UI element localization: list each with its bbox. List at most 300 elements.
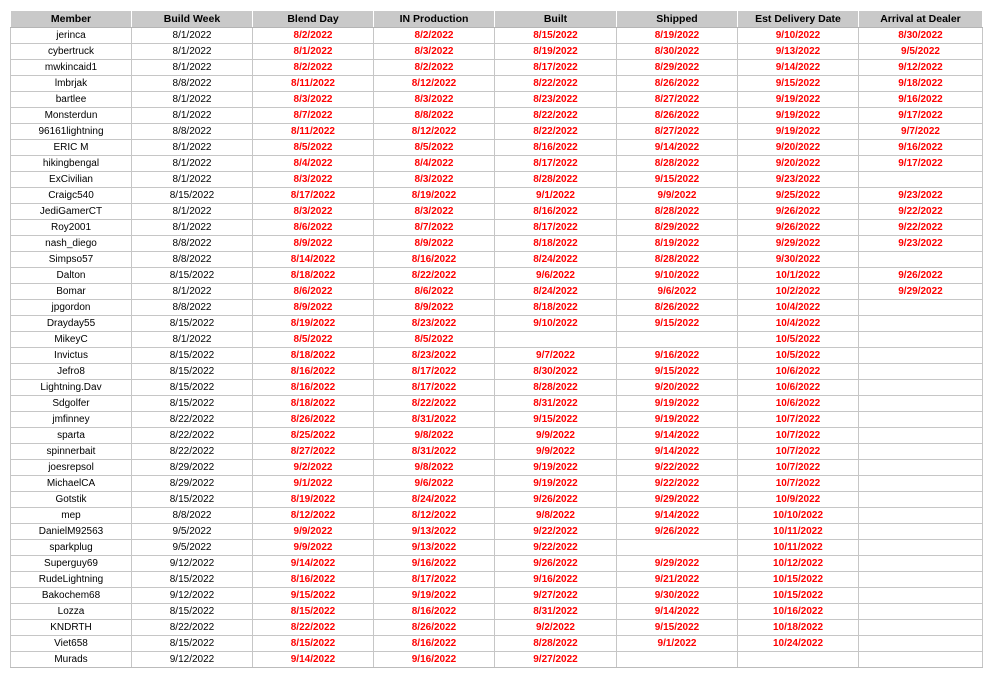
cell-arrival-at-dealer[interactable] — [859, 604, 983, 620]
cell-est-delivery-date[interactable]: 9/26/2022 — [738, 204, 859, 220]
cell-est-delivery-date[interactable]: 10/9/2022 — [738, 492, 859, 508]
cell-in-production[interactable]: 8/2/2022 — [374, 28, 495, 44]
cell-member[interactable]: spinnerbait — [11, 444, 132, 460]
cell-arrival-at-dealer[interactable] — [859, 428, 983, 444]
cell-built[interactable]: 8/31/2022 — [495, 396, 617, 412]
cell-in-production[interactable]: 8/3/2022 — [374, 172, 495, 188]
cell-build-week[interactable]: 8/8/2022 — [132, 236, 253, 252]
cell-in-production[interactable]: 9/13/2022 — [374, 540, 495, 556]
cell-in-production[interactable]: 8/23/2022 — [374, 316, 495, 332]
cell-build-week[interactable]: 8/1/2022 — [132, 28, 253, 44]
cell-est-delivery-date[interactable]: 9/20/2022 — [738, 156, 859, 172]
cell-blend-day[interactable]: 8/16/2022 — [253, 572, 374, 588]
cell-est-delivery-date[interactable]: 10/12/2022 — [738, 556, 859, 572]
cell-member[interactable]: mwkincaid1 — [11, 60, 132, 76]
cell-blend-day[interactable]: 8/11/2022 — [253, 124, 374, 140]
cell-in-production[interactable]: 8/16/2022 — [374, 604, 495, 620]
cell-build-week[interactable]: 8/15/2022 — [132, 636, 253, 652]
cell-est-delivery-date[interactable]: 10/6/2022 — [738, 396, 859, 412]
cell-arrival-at-dealer[interactable] — [859, 476, 983, 492]
cell-built[interactable]: 8/22/2022 — [495, 124, 617, 140]
cell-arrival-at-dealer[interactable] — [859, 588, 983, 604]
cell-blend-day[interactable]: 9/2/2022 — [253, 460, 374, 476]
cell-arrival-at-dealer[interactable] — [859, 556, 983, 572]
cell-shipped[interactable] — [617, 652, 738, 668]
cell-est-delivery-date[interactable]: 10/1/2022 — [738, 268, 859, 284]
cell-in-production[interactable]: 8/3/2022 — [374, 92, 495, 108]
cell-in-production[interactable]: 8/5/2022 — [374, 140, 495, 156]
cell-in-production[interactable]: 8/2/2022 — [374, 60, 495, 76]
cell-in-production[interactable]: 9/6/2022 — [374, 476, 495, 492]
cell-in-production[interactable]: 8/31/2022 — [374, 444, 495, 460]
cell-arrival-at-dealer[interactable] — [859, 636, 983, 652]
cell-member[interactable]: Superguy69 — [11, 556, 132, 572]
cell-shipped[interactable]: 9/22/2022 — [617, 460, 738, 476]
cell-built[interactable]: 8/18/2022 — [495, 300, 617, 316]
cell-member[interactable]: ExCivilian — [11, 172, 132, 188]
cell-in-production[interactable]: 9/8/2022 — [374, 428, 495, 444]
cell-built[interactable]: 9/19/2022 — [495, 460, 617, 476]
cell-built[interactable]: 9/6/2022 — [495, 268, 617, 284]
cell-member[interactable]: Bomar — [11, 284, 132, 300]
cell-member[interactable]: Lozza — [11, 604, 132, 620]
cell-shipped[interactable]: 9/29/2022 — [617, 556, 738, 572]
cell-blend-day[interactable]: 8/5/2022 — [253, 332, 374, 348]
cell-in-production[interactable]: 8/17/2022 — [374, 572, 495, 588]
cell-shipped[interactable]: 9/14/2022 — [617, 140, 738, 156]
cell-build-week[interactable]: 8/15/2022 — [132, 268, 253, 284]
cell-in-production[interactable]: 8/12/2022 — [374, 124, 495, 140]
cell-est-delivery-date[interactable]: 9/13/2022 — [738, 44, 859, 60]
cell-member[interactable]: jerinca — [11, 28, 132, 44]
cell-blend-day[interactable]: 8/9/2022 — [253, 236, 374, 252]
cell-in-production[interactable]: 8/6/2022 — [374, 284, 495, 300]
cell-build-week[interactable]: 8/1/2022 — [132, 92, 253, 108]
cell-shipped[interactable]: 8/28/2022 — [617, 204, 738, 220]
cell-build-week[interactable]: 8/22/2022 — [132, 620, 253, 636]
cell-member[interactable]: 96161lightning — [11, 124, 132, 140]
cell-arrival-at-dealer[interactable] — [859, 508, 983, 524]
cell-blend-day[interactable]: 8/9/2022 — [253, 300, 374, 316]
cell-blend-day[interactable]: 8/18/2022 — [253, 348, 374, 364]
cell-in-production[interactable]: 8/16/2022 — [374, 252, 495, 268]
cell-in-production[interactable]: 9/19/2022 — [374, 588, 495, 604]
cell-shipped[interactable]: 8/28/2022 — [617, 156, 738, 172]
cell-blend-day[interactable]: 8/14/2022 — [253, 252, 374, 268]
cell-est-delivery-date[interactable]: 9/30/2022 — [738, 252, 859, 268]
cell-build-week[interactable]: 9/12/2022 — [132, 556, 253, 572]
cell-built[interactable]: 9/19/2022 — [495, 476, 617, 492]
cell-in-production[interactable]: 8/22/2022 — [374, 268, 495, 284]
cell-member[interactable]: bartlee — [11, 92, 132, 108]
cell-arrival-at-dealer[interactable]: 9/22/2022 — [859, 204, 983, 220]
cell-member[interactable]: Lightning.Dav — [11, 380, 132, 396]
cell-build-week[interactable]: 8/1/2022 — [132, 44, 253, 60]
cell-arrival-at-dealer[interactable] — [859, 348, 983, 364]
cell-blend-day[interactable]: 8/17/2022 — [253, 188, 374, 204]
cell-built[interactable]: 9/22/2022 — [495, 524, 617, 540]
cell-blend-day[interactable]: 8/3/2022 — [253, 204, 374, 220]
cell-build-week[interactable]: 8/1/2022 — [132, 172, 253, 188]
cell-est-delivery-date[interactable]: 10/24/2022 — [738, 636, 859, 652]
cell-build-week[interactable]: 9/12/2022 — [132, 652, 253, 668]
cell-shipped[interactable]: 9/6/2022 — [617, 284, 738, 300]
cell-built[interactable]: 9/26/2022 — [495, 556, 617, 572]
cell-built[interactable]: 8/24/2022 — [495, 252, 617, 268]
cell-est-delivery-date[interactable]: 10/6/2022 — [738, 364, 859, 380]
cell-blend-day[interactable]: 8/22/2022 — [253, 620, 374, 636]
cell-member[interactable]: nash_diego — [11, 236, 132, 252]
cell-in-production[interactable]: 8/17/2022 — [374, 364, 495, 380]
cell-member[interactable]: Murads — [11, 652, 132, 668]
cell-est-delivery-date[interactable] — [738, 652, 859, 668]
cell-build-week[interactable]: 8/15/2022 — [132, 188, 253, 204]
cell-blend-day[interactable]: 8/1/2022 — [253, 44, 374, 60]
cell-blend-day[interactable]: 8/16/2022 — [253, 380, 374, 396]
cell-in-production[interactable]: 9/16/2022 — [374, 652, 495, 668]
cell-build-week[interactable]: 8/1/2022 — [132, 284, 253, 300]
cell-est-delivery-date[interactable]: 10/4/2022 — [738, 316, 859, 332]
cell-member[interactable]: sparta — [11, 428, 132, 444]
cell-blend-day[interactable]: 9/1/2022 — [253, 476, 374, 492]
cell-built[interactable]: 9/27/2022 — [495, 652, 617, 668]
cell-build-week[interactable]: 8/29/2022 — [132, 460, 253, 476]
cell-blend-day[interactable]: 8/19/2022 — [253, 316, 374, 332]
cell-blend-day[interactable]: 9/9/2022 — [253, 524, 374, 540]
cell-shipped[interactable]: 9/15/2022 — [617, 620, 738, 636]
cell-shipped[interactable]: 8/28/2022 — [617, 252, 738, 268]
cell-member[interactable]: RudeLightning — [11, 572, 132, 588]
cell-arrival-at-dealer[interactable]: 9/16/2022 — [859, 92, 983, 108]
cell-build-week[interactable]: 8/1/2022 — [132, 332, 253, 348]
cell-arrival-at-dealer[interactable]: 9/23/2022 — [859, 236, 983, 252]
cell-arrival-at-dealer[interactable] — [859, 396, 983, 412]
cell-est-delivery-date[interactable]: 10/16/2022 — [738, 604, 859, 620]
header-est-delivery-date[interactable]: Est Delivery Date — [738, 11, 859, 28]
cell-shipped[interactable]: 9/20/2022 — [617, 380, 738, 396]
cell-est-delivery-date[interactable]: 10/7/2022 — [738, 444, 859, 460]
cell-arrival-at-dealer[interactable] — [859, 332, 983, 348]
cell-est-delivery-date[interactable]: 10/11/2022 — [738, 524, 859, 540]
cell-build-week[interactable]: 8/8/2022 — [132, 252, 253, 268]
cell-arrival-at-dealer[interactable] — [859, 364, 983, 380]
cell-member[interactable]: hikingbengal — [11, 156, 132, 172]
cell-in-production[interactable]: 9/16/2022 — [374, 556, 495, 572]
cell-arrival-at-dealer[interactable] — [859, 540, 983, 556]
cell-built[interactable]: 9/26/2022 — [495, 492, 617, 508]
cell-member[interactable]: Craigc540 — [11, 188, 132, 204]
cell-est-delivery-date[interactable]: 10/15/2022 — [738, 588, 859, 604]
cell-shipped[interactable]: 8/26/2022 — [617, 300, 738, 316]
cell-shipped[interactable]: 9/29/2022 — [617, 492, 738, 508]
cell-built[interactable]: 8/28/2022 — [495, 636, 617, 652]
header-shipped[interactable]: Shipped — [617, 11, 738, 28]
cell-build-week[interactable]: 8/1/2022 — [132, 220, 253, 236]
cell-shipped[interactable]: 9/10/2022 — [617, 268, 738, 284]
cell-built[interactable]: 8/30/2022 — [495, 364, 617, 380]
cell-arrival-at-dealer[interactable]: 9/26/2022 — [859, 268, 983, 284]
cell-in-production[interactable]: 8/5/2022 — [374, 332, 495, 348]
cell-shipped[interactable]: 9/26/2022 — [617, 524, 738, 540]
cell-built[interactable] — [495, 332, 617, 348]
cell-built[interactable]: 9/16/2022 — [495, 572, 617, 588]
cell-in-production[interactable]: 9/8/2022 — [374, 460, 495, 476]
cell-blend-day[interactable]: 8/6/2022 — [253, 220, 374, 236]
cell-member[interactable]: joesrepsol — [11, 460, 132, 476]
cell-arrival-at-dealer[interactable]: 9/12/2022 — [859, 60, 983, 76]
cell-member[interactable]: Drayday55 — [11, 316, 132, 332]
cell-in-production[interactable]: 8/7/2022 — [374, 220, 495, 236]
cell-built[interactable]: 9/22/2022 — [495, 540, 617, 556]
cell-built[interactable]: 9/8/2022 — [495, 508, 617, 524]
cell-in-production[interactable]: 8/9/2022 — [374, 236, 495, 252]
cell-build-week[interactable]: 8/15/2022 — [132, 364, 253, 380]
cell-member[interactable]: sparkplug — [11, 540, 132, 556]
cell-shipped[interactable]: 8/29/2022 — [617, 60, 738, 76]
cell-build-week[interactable]: 8/15/2022 — [132, 380, 253, 396]
cell-built[interactable]: 9/7/2022 — [495, 348, 617, 364]
cell-in-production[interactable]: 9/13/2022 — [374, 524, 495, 540]
cell-in-production[interactable]: 8/12/2022 — [374, 508, 495, 524]
cell-build-week[interactable]: 8/22/2022 — [132, 412, 253, 428]
cell-blend-day[interactable]: 8/16/2022 — [253, 364, 374, 380]
header-build-week[interactable]: Build Week — [132, 11, 253, 28]
cell-build-week[interactable]: 8/22/2022 — [132, 428, 253, 444]
cell-member[interactable]: ERIC M — [11, 140, 132, 156]
cell-built[interactable]: 8/23/2022 — [495, 92, 617, 108]
cell-est-delivery-date[interactable]: 10/15/2022 — [738, 572, 859, 588]
cell-blend-day[interactable]: 8/11/2022 — [253, 76, 374, 92]
cell-shipped[interactable]: 9/9/2022 — [617, 188, 738, 204]
cell-arrival-at-dealer[interactable] — [859, 380, 983, 396]
cell-in-production[interactable]: 8/26/2022 — [374, 620, 495, 636]
cell-built[interactable]: 9/15/2022 — [495, 412, 617, 428]
cell-arrival-at-dealer[interactable]: 9/18/2022 — [859, 76, 983, 92]
cell-shipped[interactable]: 8/19/2022 — [617, 28, 738, 44]
cell-est-delivery-date[interactable]: 9/10/2022 — [738, 28, 859, 44]
cell-blend-day[interactable]: 9/14/2022 — [253, 652, 374, 668]
cell-arrival-at-dealer[interactable]: 9/23/2022 — [859, 188, 983, 204]
cell-build-week[interactable]: 8/1/2022 — [132, 140, 253, 156]
cell-build-week[interactable]: 8/22/2022 — [132, 444, 253, 460]
cell-member[interactable]: Monsterdun — [11, 108, 132, 124]
cell-in-production[interactable]: 8/3/2022 — [374, 44, 495, 60]
cell-built[interactable]: 8/31/2022 — [495, 604, 617, 620]
header-in-production[interactable]: IN Production — [374, 11, 495, 28]
cell-blend-day[interactable]: 8/2/2022 — [253, 28, 374, 44]
cell-build-week[interactable]: 8/8/2022 — [132, 300, 253, 316]
cell-member[interactable]: Invictus — [11, 348, 132, 364]
cell-blend-day[interactable]: 8/15/2022 — [253, 636, 374, 652]
cell-arrival-at-dealer[interactable]: 9/16/2022 — [859, 140, 983, 156]
cell-in-production[interactable]: 8/23/2022 — [374, 348, 495, 364]
cell-member[interactable]: Bakochem68 — [11, 588, 132, 604]
cell-built[interactable]: 9/9/2022 — [495, 428, 617, 444]
cell-shipped[interactable] — [617, 332, 738, 348]
cell-in-production[interactable]: 8/19/2022 — [374, 188, 495, 204]
cell-build-week[interactable]: 8/8/2022 — [132, 508, 253, 524]
cell-built[interactable]: 9/2/2022 — [495, 620, 617, 636]
cell-blend-day[interactable]: 8/27/2022 — [253, 444, 374, 460]
cell-blend-day[interactable]: 9/15/2022 — [253, 588, 374, 604]
cell-build-week[interactable]: 8/15/2022 — [132, 492, 253, 508]
cell-arrival-at-dealer[interactable]: 9/29/2022 — [859, 284, 983, 300]
cell-arrival-at-dealer[interactable] — [859, 460, 983, 476]
cell-build-week[interactable]: 9/5/2022 — [132, 524, 253, 540]
cell-arrival-at-dealer[interactable] — [859, 412, 983, 428]
cell-member[interactable]: Dalton — [11, 268, 132, 284]
cell-built[interactable]: 8/22/2022 — [495, 76, 617, 92]
header-built[interactable]: Built — [495, 11, 617, 28]
cell-build-week[interactable]: 8/15/2022 — [132, 604, 253, 620]
cell-in-production[interactable]: 8/4/2022 — [374, 156, 495, 172]
cell-blend-day[interactable]: 8/7/2022 — [253, 108, 374, 124]
cell-member[interactable]: Simpso57 — [11, 252, 132, 268]
cell-built[interactable]: 8/17/2022 — [495, 60, 617, 76]
cell-build-week[interactable]: 8/15/2022 — [132, 316, 253, 332]
cell-blend-day[interactable]: 8/3/2022 — [253, 92, 374, 108]
cell-arrival-at-dealer[interactable]: 9/22/2022 — [859, 220, 983, 236]
cell-est-delivery-date[interactable]: 9/25/2022 — [738, 188, 859, 204]
cell-blend-day[interactable]: 8/4/2022 — [253, 156, 374, 172]
cell-build-week[interactable]: 9/12/2022 — [132, 588, 253, 604]
cell-member[interactable]: Gotstik — [11, 492, 132, 508]
cell-blend-day[interactable]: 9/14/2022 — [253, 556, 374, 572]
cell-shipped[interactable]: 9/19/2022 — [617, 396, 738, 412]
header-member[interactable]: Member — [11, 11, 132, 28]
cell-in-production[interactable]: 8/22/2022 — [374, 396, 495, 412]
cell-blend-day[interactable]: 8/5/2022 — [253, 140, 374, 156]
cell-built[interactable]: 9/9/2022 — [495, 444, 617, 460]
cell-shipped[interactable]: 8/29/2022 — [617, 220, 738, 236]
header-blend-day[interactable]: Blend Day — [253, 11, 374, 28]
cell-blend-day[interactable]: 8/19/2022 — [253, 492, 374, 508]
cell-est-delivery-date[interactable]: 9/19/2022 — [738, 108, 859, 124]
cell-built[interactable]: 8/17/2022 — [495, 220, 617, 236]
cell-member[interactable]: Viet658 — [11, 636, 132, 652]
cell-shipped[interactable]: 8/30/2022 — [617, 44, 738, 60]
cell-build-week[interactable]: 8/29/2022 — [132, 476, 253, 492]
cell-blend-day[interactable]: 8/18/2022 — [253, 268, 374, 284]
cell-built[interactable]: 8/28/2022 — [495, 380, 617, 396]
cell-built[interactable]: 8/18/2022 — [495, 236, 617, 252]
cell-build-week[interactable]: 8/15/2022 — [132, 396, 253, 412]
cell-shipped[interactable]: 9/14/2022 — [617, 444, 738, 460]
cell-built[interactable]: 9/10/2022 — [495, 316, 617, 332]
cell-est-delivery-date[interactable]: 9/23/2022 — [738, 172, 859, 188]
cell-est-delivery-date[interactable]: 9/15/2022 — [738, 76, 859, 92]
cell-in-production[interactable]: 8/9/2022 — [374, 300, 495, 316]
cell-est-delivery-date[interactable]: 9/20/2022 — [738, 140, 859, 156]
cell-est-delivery-date[interactable]: 9/26/2022 — [738, 220, 859, 236]
cell-est-delivery-date[interactable]: 10/7/2022 — [738, 460, 859, 476]
cell-member[interactable]: jmfinney — [11, 412, 132, 428]
cell-blend-day[interactable]: 8/6/2022 — [253, 284, 374, 300]
cell-in-production[interactable]: 8/3/2022 — [374, 204, 495, 220]
cell-built[interactable]: 8/16/2022 — [495, 140, 617, 156]
cell-est-delivery-date[interactable]: 10/18/2022 — [738, 620, 859, 636]
cell-built[interactable]: 8/15/2022 — [495, 28, 617, 44]
cell-arrival-at-dealer[interactable]: 8/30/2022 — [859, 28, 983, 44]
cell-est-delivery-date[interactable]: 9/19/2022 — [738, 124, 859, 140]
cell-built[interactable]: 9/1/2022 — [495, 188, 617, 204]
cell-arrival-at-dealer[interactable] — [859, 252, 983, 268]
cell-arrival-at-dealer[interactable]: 9/7/2022 — [859, 124, 983, 140]
cell-est-delivery-date[interactable]: 10/5/2022 — [738, 332, 859, 348]
cell-arrival-at-dealer[interactable] — [859, 316, 983, 332]
cell-arrival-at-dealer[interactable] — [859, 572, 983, 588]
cell-arrival-at-dealer[interactable] — [859, 492, 983, 508]
cell-est-delivery-date[interactable]: 9/29/2022 — [738, 236, 859, 252]
cell-member[interactable]: MichaelCA — [11, 476, 132, 492]
cell-arrival-at-dealer[interactable] — [859, 620, 983, 636]
cell-est-delivery-date[interactable]: 10/5/2022 — [738, 348, 859, 364]
cell-shipped[interactable] — [617, 540, 738, 556]
cell-built[interactable]: 8/16/2022 — [495, 204, 617, 220]
cell-built[interactable]: 8/17/2022 — [495, 156, 617, 172]
cell-est-delivery-date[interactable]: 10/6/2022 — [738, 380, 859, 396]
cell-arrival-at-dealer[interactable] — [859, 300, 983, 316]
cell-arrival-at-dealer[interactable] — [859, 444, 983, 460]
cell-in-production[interactable]: 8/17/2022 — [374, 380, 495, 396]
cell-shipped[interactable]: 9/15/2022 — [617, 364, 738, 380]
cell-blend-day[interactable]: 8/3/2022 — [253, 172, 374, 188]
cell-shipped[interactable]: 8/27/2022 — [617, 124, 738, 140]
cell-est-delivery-date[interactable]: 10/7/2022 — [738, 428, 859, 444]
cell-shipped[interactable]: 9/15/2022 — [617, 316, 738, 332]
cell-build-week[interactable]: 8/1/2022 — [132, 204, 253, 220]
cell-member[interactable]: Sdgolfer — [11, 396, 132, 412]
cell-shipped[interactable]: 9/1/2022 — [617, 636, 738, 652]
cell-build-week[interactable]: 9/5/2022 — [132, 540, 253, 556]
cell-shipped[interactable]: 8/26/2022 — [617, 76, 738, 92]
cell-in-production[interactable]: 8/12/2022 — [374, 76, 495, 92]
cell-blend-day[interactable]: 8/15/2022 — [253, 604, 374, 620]
cell-arrival-at-dealer[interactable]: 9/5/2022 — [859, 44, 983, 60]
cell-arrival-at-dealer[interactable] — [859, 172, 983, 188]
cell-arrival-at-dealer[interactable]: 9/17/2022 — [859, 156, 983, 172]
cell-in-production[interactable]: 8/31/2022 — [374, 412, 495, 428]
cell-shipped[interactable]: 9/14/2022 — [617, 604, 738, 620]
cell-built[interactable]: 8/22/2022 — [495, 108, 617, 124]
cell-build-week[interactable]: 8/1/2022 — [132, 60, 253, 76]
cell-member[interactable]: mep — [11, 508, 132, 524]
cell-shipped[interactable]: 9/15/2022 — [617, 172, 738, 188]
cell-est-delivery-date[interactable]: 10/7/2022 — [738, 412, 859, 428]
cell-member[interactable]: MikeyC — [11, 332, 132, 348]
cell-est-delivery-date[interactable]: 10/7/2022 — [738, 476, 859, 492]
cell-member[interactable]: DanielM92563 — [11, 524, 132, 540]
cell-blend-day[interactable]: 8/2/2022 — [253, 60, 374, 76]
cell-built[interactable]: 8/24/2022 — [495, 284, 617, 300]
cell-arrival-at-dealer[interactable] — [859, 524, 983, 540]
cell-member[interactable]: cybertruck — [11, 44, 132, 60]
cell-arrival-at-dealer[interactable] — [859, 652, 983, 668]
cell-shipped[interactable]: 9/14/2022 — [617, 508, 738, 524]
cell-shipped[interactable]: 9/22/2022 — [617, 476, 738, 492]
cell-shipped[interactable]: 8/26/2022 — [617, 108, 738, 124]
cell-blend-day[interactable]: 8/18/2022 — [253, 396, 374, 412]
cell-build-week[interactable]: 8/8/2022 — [132, 76, 253, 92]
cell-est-delivery-date[interactable]: 9/19/2022 — [738, 92, 859, 108]
cell-member[interactable]: JediGamerCT — [11, 204, 132, 220]
cell-build-week[interactable]: 8/15/2022 — [132, 572, 253, 588]
cell-in-production[interactable]: 8/24/2022 — [374, 492, 495, 508]
cell-blend-day[interactable]: 8/25/2022 — [253, 428, 374, 444]
cell-est-delivery-date[interactable]: 10/4/2022 — [738, 300, 859, 316]
cell-blend-day[interactable]: 8/26/2022 — [253, 412, 374, 428]
cell-est-delivery-date[interactable]: 9/14/2022 — [738, 60, 859, 76]
